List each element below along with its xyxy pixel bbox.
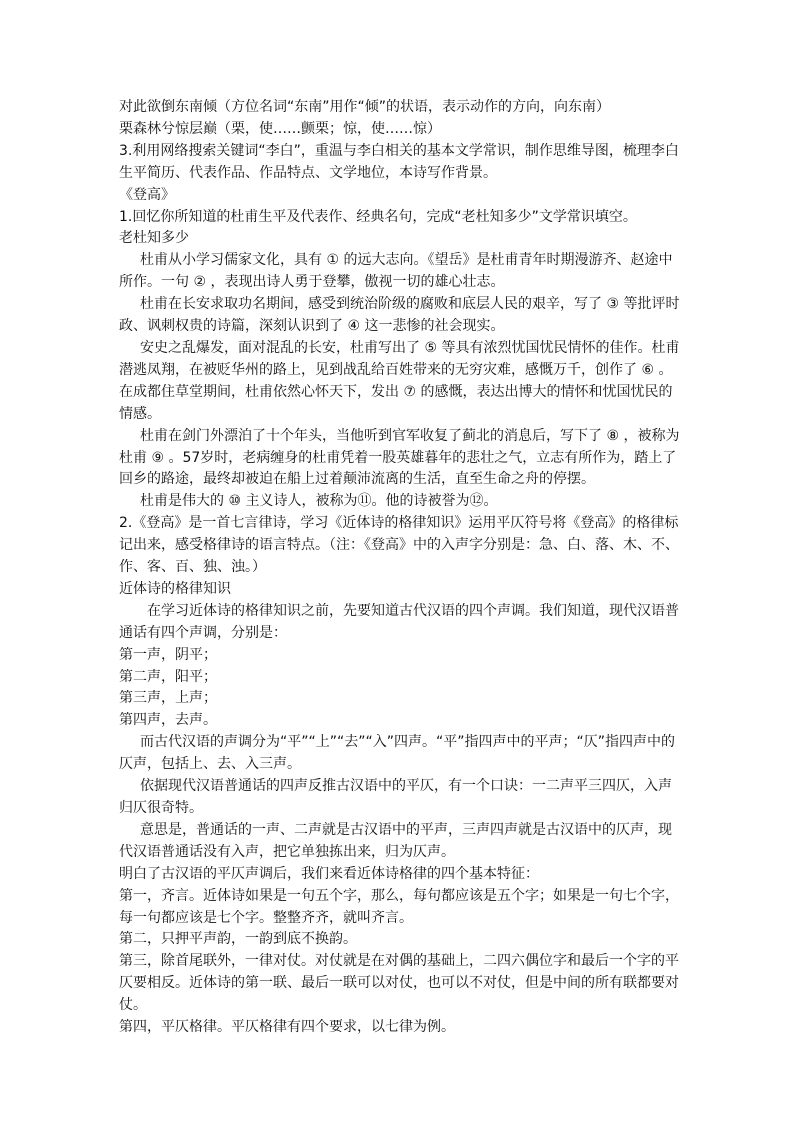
list-item: 第三声，上声； xyxy=(119,690,217,707)
document-page xyxy=(119,97,685,1039)
paragraph: 对此欲倒东南倾（方位名词“东南”用作“倾”的状语，表示动作的方向，向东南） xyxy=(119,99,611,115)
paragraph: 在学习近体诗的格律知识之前，先要知道古代汉语的四个声调。我们知道，现代汉语普通话有四个声调，分别是： xyxy=(119,602,679,641)
paragraph: 明白了古汉语的平仄声调后，我们来看近体诗格律的四个基本特征： xyxy=(119,865,539,882)
list-item: 第四声，去声。 xyxy=(119,712,217,729)
paragraph: 而古代汉语的声调分为“平”“上”“去”“入”四声。“平”指四声中的平声；“仄”指四声中的仄声，包括上、去、入三声。 xyxy=(119,734,676,773)
paragraph: 3.利用网络搜索关键词“李白”，重温与李白相关的基本文学常识，制作思维导图，梳理李白生平简历、代表作品、作品特点、文学地位，本诗写作背景。 xyxy=(119,142,679,181)
paragraph: 意思是，普通话的一声、二声就是古汉语中的平声，三声四声就是古汉语中的仄声，现代汉语普通话没有入声，把它单独拣出来，归为仄声。 xyxy=(119,821,672,860)
subheading: 近体诗的格律知识 xyxy=(119,580,231,597)
paragraph: 2.《登高》是一首七言律诗，学习《近体诗的格律知识》运用平仄符号将《登高》的格律标记出来，感受格律诗的语言特点。（注：《登高》中的入声字分别是：急、白、落、木、不、作、客、百、独、浊。） xyxy=(119,515,679,576)
paragraph: 杜甫是伟大的 ⑩ 主义诗人，被称为⑪。他的诗被誉为⑫。 xyxy=(140,493,498,510)
paragraph: 1.回忆你所知道的杜甫生平及代表作、经典名句，完成“老杜知多少”文学常识填空。 xyxy=(119,208,637,225)
paragraph: 依据现代汉语普通话的四声反推古汉语中的平仄，有一个口诀：一二声平三四仄，入声归仄很奇特。 xyxy=(119,778,672,816)
paragraph: 第三，除首尾联外，一律对仗。对仗就是在对偶的基础上，二四六偶位字和最后一个字的平仄要相反。近体诗的第一联、最后一联可以对仗，也可以不对仗，但是中间的所有联都要对仗。 xyxy=(119,953,679,1014)
paragraph: 在成都住草堂期间，杜甫依然心怀天下，发出 ⑦ 的感慨，表达出博大的情怀和忧国忧民的情感。 xyxy=(119,383,673,422)
paragraph: 栗森林兮惊层巅（栗，使……颤栗；惊，使……惊） xyxy=(119,120,441,137)
paragraph: 第二，只押平声韵，一韵到底不换韵。 xyxy=(119,931,357,948)
section-heading: 《登高》 xyxy=(119,186,175,203)
paragraph: 杜甫在长安求取功名期间，感受到统治阶级的腐败和底层人民的艰辛，写了 ③ 等批评时政、讽刺权贵的诗篇，深刻认识到了 ④ 这一悲惨的社会现实。 xyxy=(119,296,680,335)
paragraph: 安史之乱爆发，面对混乱的长安，杜甫写出了 ⑤ 等具有浓烈忧国忧民情怀的佳作。杜甫潜逃凤翔，在被贬华州的路上，见到战乱给百姓带来的无穷灾难，感慨万千，创作了 ⑥ 。 xyxy=(119,339,680,378)
subheading: 老杜知多少 xyxy=(119,230,189,247)
paragraph: 杜甫从小学习儒家文化，具有 ① 的远大志向。《望岳》是杜甫青年时期漫游齐、赵途中所作。一句 ② ，表现出诗人勇于登攀，傲视一切的雄心壮志。 xyxy=(119,252,673,291)
paragraph: 杜甫在剑门外漂泊了十个年头，当他听到官军收复了蓟北的消息后，写下了 ⑧ ，被称为杜甫 ⑨ 。57岁时，老病缠身的杜甫凭着一股英雄暮年的悲壮之气，立志有所作为，踏上了回乡的路途，最终却被迫在船上过着颠沛流离的生活，直至生命之舟的停摆。 xyxy=(119,427,680,488)
list-item: 第一声，阴平； xyxy=(119,646,217,663)
paragraph: 第四，平仄格律。平仄格律有四个要求，以七律为例。 xyxy=(119,1019,455,1036)
paragraph: 第一，齐言。近体诗如果是一句五个字，那么，每句都应该是五个字；如果是一句七个字，每一句都应该是七个字。整整齐齐，就叫齐言。 xyxy=(119,887,679,926)
list-item: 第二声，阳平； xyxy=(119,668,217,685)
